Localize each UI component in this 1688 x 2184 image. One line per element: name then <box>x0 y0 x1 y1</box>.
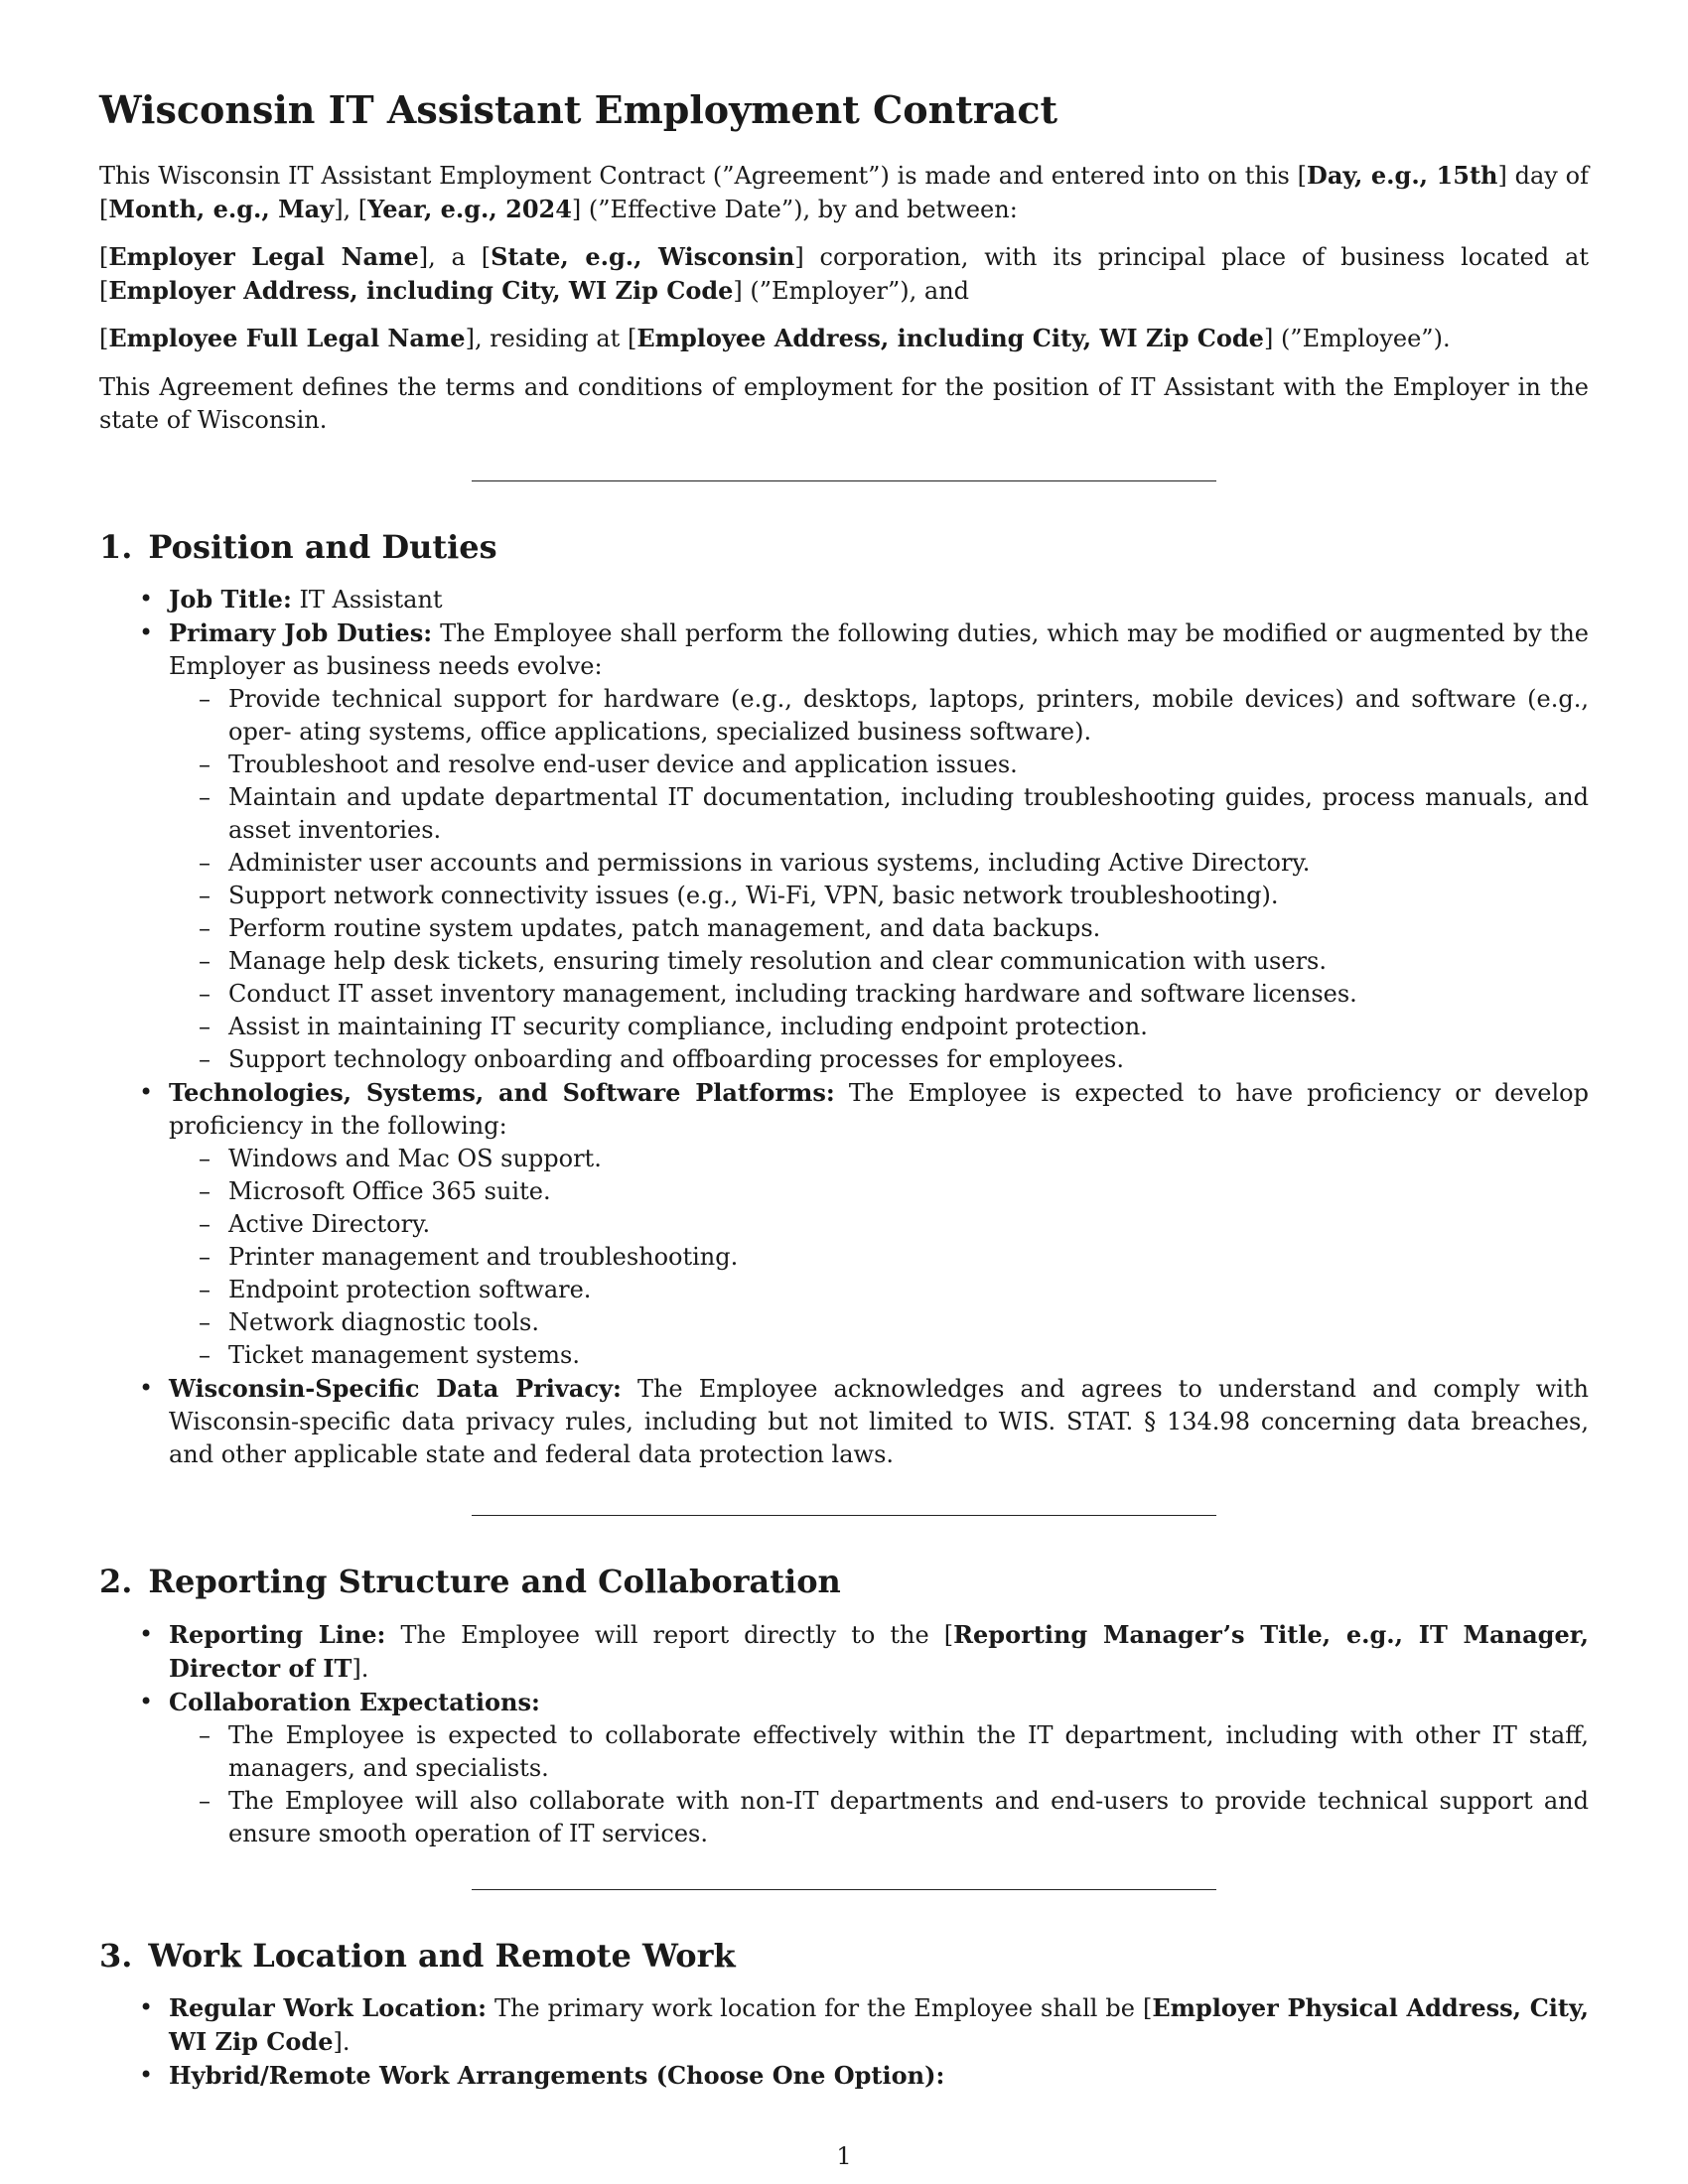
intro-text: ] day of [ <box>99 162 1589 223</box>
list-item-regular-location <box>99 1991 1589 2059</box>
placeholder-manager-title: Reporting Manager’s Title, e.g., IT Manager, Director of IT <box>169 1620 1589 1683</box>
list-item: – Assist in maintaining IT security compliance, including endpoint protection. <box>169 1011 1589 1043</box>
duties-sublist <box>169 683 1589 1076</box>
section-heading-reporting: 2. Reporting Structure and Collaboration <box>99 1563 841 1600</box>
intro-paragraph-employer <box>99 240 1589 308</box>
work-location-list <box>99 1991 1589 2093</box>
item-label: Collaboration Expectations: <box>169 1688 540 1716</box>
page-number: 1 <box>836 2142 852 2170</box>
item-text: ]. <box>352 1655 369 1683</box>
section-divider <box>472 480 1216 481</box>
list-item-hybrid-remote <box>99 2059 1589 2093</box>
intro-paragraph-employee <box>99 322 1589 355</box>
placeholder-physical-address: Employer Physical Address, City, WI Zip Code <box>169 1993 1589 2056</box>
intro-paragraph-date <box>99 159 1589 226</box>
item-text: The Employee will report directly to the [ <box>385 1621 954 1649</box>
list-item: – Microsoft Office 365 suite. <box>169 1175 1589 1208</box>
position-duties-list <box>99 583 1589 1471</box>
intro-text: This Wisconsin IT Assistant Employment Contract (”Agreement”) is made and entered into on this [ <box>99 162 1308 190</box>
intro-text: [ <box>99 325 109 352</box>
list-item: – Network diagnostic tools. <box>169 1306 1589 1339</box>
list-item: – Endpoint protection software. <box>169 1274 1589 1306</box>
item-text: The Employee acknowledges and agrees to understand and comply with Wisconsin-specific data privacy rules, including but not limited to WIS. STAT. § 134.98 concerning data breaches, and other applicable state and federal data protection laws. <box>169 1375 1589 1468</box>
intro-text: ] (”Effective Date”), by and between: <box>571 196 1018 223</box>
intro-text: ] (”Employer”), and <box>733 277 970 305</box>
list-item: – Ticket management systems. <box>169 1339 1589 1372</box>
placeholder-employee-name: Employee Full Legal Name <box>108 324 466 352</box>
list-item: – Troubleshoot and resolve end-user device and application issues. <box>169 749 1589 781</box>
list-item-job-title <box>99 583 1589 616</box>
section-heading-position-duties: 1. Position and Duties <box>99 528 497 566</box>
intro-text: [ <box>99 243 109 271</box>
item-label: Technologies, Systems, and Software Platforms: <box>169 1078 835 1107</box>
item-label: Job Title: <box>169 585 292 614</box>
placeholder-month: Month, e.g., May <box>108 195 335 223</box>
list-item: – The Employee is expected to collaborate effectively within the IT department, including with other IT staff, managers, and specialists. <box>169 1719 1589 1785</box>
list-item: – Conduct IT asset inventory management, including tracking hardware and software licenses. <box>169 978 1589 1011</box>
list-item-collaboration <box>99 1686 1589 1850</box>
list-item-primary-duties <box>99 616 1589 1076</box>
item-text: The Employee shall perform the following duties, which may be modified or augmented by the Employer as business needs evolve: <box>169 619 1589 680</box>
section-heading-work-location: 3. Work Location and Remote Work <box>99 1937 736 1975</box>
list-item: – Perform routine system updates, patch management, and data backups. <box>169 912 1589 945</box>
placeholder-year: Year, e.g., 2024 <box>367 195 572 223</box>
section-divider <box>472 1889 1216 1890</box>
section-divider <box>472 1515 1216 1516</box>
placeholder-employee-address: Employee Address, including City, WI Zip Code <box>636 324 1264 352</box>
list-item: – Administer user accounts and permissions in various systems, including Active Directory. <box>169 847 1589 880</box>
list-item: – Support network connectivity issues (e.g., Wi-Fi, VPN, basic network troubleshooting). <box>169 880 1589 912</box>
intro-paragraph-purpose: This Agreement defines the terms and conditions of employment for the position of IT Assistant with the Employer in the state of Wisconsin. <box>99 373 1589 434</box>
reporting-list <box>99 1618 1589 1850</box>
item-text: The Employee is expected to have proficiency or develop proficiency in the following: <box>169 1079 1589 1140</box>
list-item: – Active Directory. <box>169 1208 1589 1241</box>
item-text: IT Assistant <box>291 586 443 614</box>
placeholder-day: Day, e.g., 15th <box>1307 161 1498 190</box>
list-item: – Manage help desk tickets, ensuring timely resolution and clear communication with users. <box>169 945 1589 978</box>
intro-text: ], [ <box>334 196 368 223</box>
item-label: Wisconsin-Specific Data Privacy: <box>169 1374 622 1403</box>
list-item: – Support technology onboarding and offboarding processes for employees. <box>169 1043 1589 1076</box>
technologies-sublist <box>169 1143 1589 1372</box>
intro-text: ], residing at [ <box>465 325 637 352</box>
list-item-reporting-line <box>99 1618 1589 1686</box>
item-label: Regular Work Location: <box>169 1993 487 2022</box>
item-label: Primary Job Duties: <box>169 618 433 647</box>
list-item: – Maintain and update departmental IT documentation, including troubleshooting guides, process manuals, and asset inventories. <box>169 781 1589 847</box>
list-item: – Printer management and troubleshooting. <box>169 1241 1589 1274</box>
intro-text: ], a [ <box>418 243 492 271</box>
document-title: Wisconsin IT Assistant Employment Contract <box>99 87 1058 132</box>
placeholder-employer-name: Employer Legal Name <box>108 242 419 271</box>
list-item: – The Employee will also collaborate with non-IT departments and end-users to provide technical support and ensure smooth operation of IT services. <box>169 1785 1589 1850</box>
list-item: – Windows and Mac OS support. <box>169 1143 1589 1175</box>
item-label: Hybrid/Remote Work Arrangements (Choose One Option): <box>169 2061 945 2090</box>
item-text: ]. <box>333 2028 351 2056</box>
intro-text: ] (”Employee”). <box>1263 325 1451 352</box>
collaboration-sublist <box>169 1719 1589 1850</box>
item-label: Reporting Line: <box>169 1620 386 1649</box>
list-item-data-privacy <box>99 1372 1589 1471</box>
intro-text: ] corporation, with its principal place of business located at [ <box>99 243 1589 305</box>
placeholder-state: State, e.g., Wisconsin <box>491 242 795 271</box>
placeholder-employer-address: Employer Address, including City, WI Zip Code <box>108 276 734 305</box>
list-item-technologies <box>99 1076 1589 1372</box>
list-item: – Provide technical support for hardware (e.g., desktops, laptops, printers, mobile devices) and software (e.g., oper- ating systems, office applications, specialized business software). <box>169 683 1589 749</box>
item-text: The primary work location for the Employee shall be [ <box>487 1994 1153 2022</box>
